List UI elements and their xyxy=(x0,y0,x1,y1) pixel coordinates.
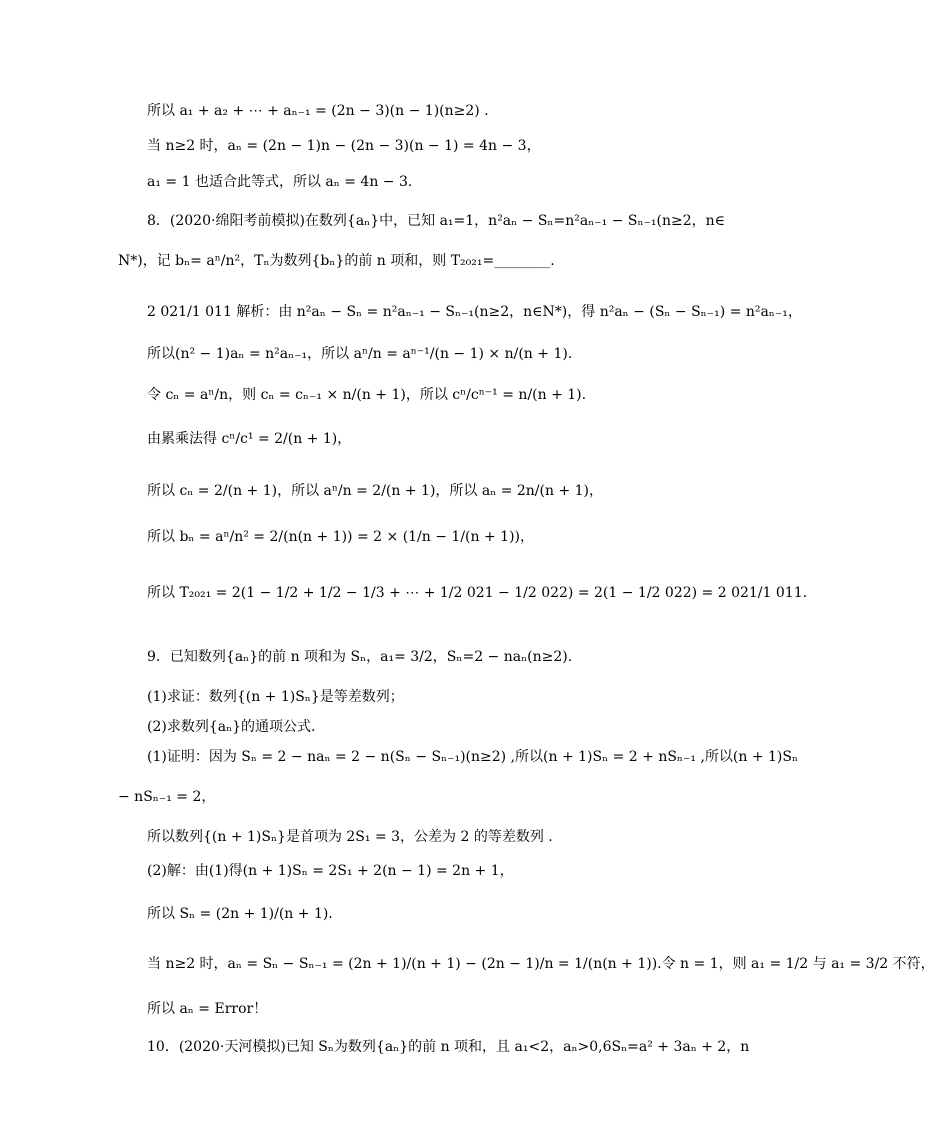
q8-solution-line-3: 令 cₙ = aⁿ/n，则 cₙ = cₙ₋₁ × n/(n + 1)，所以 cⁿ/cⁿ⁻¹ = n/(n + 1). xyxy=(147,387,587,403)
q9-proof-line-1: (1)证明：因为 Sₙ = 2 − naₙ = 2 − n(Sₙ − Sₙ₋₁)(n≥2) ,所以(n + 1)Sₙ = 2 + nSₙ₋₁ ,所以(n + 1)Sₙ xyxy=(147,749,799,765)
q8-solution-line-6: 所以 bₙ = aⁿ/n² = 2/(n(n + 1)) = 2 × (1/n − 1/(n + 1))， xyxy=(147,529,534,545)
q9-line-3: (2)求数列{aₙ}的通项公式. xyxy=(147,719,316,735)
q9-solution-line-1: (2)解：由(1)得(n + 1)Sₙ = 2S₁ + 2(n − 1) = 2n + 1， xyxy=(147,863,514,879)
q10-line-1: 10．(2020·天河模拟)已知 Sₙ为数列{aₙ}的前 n 项和，且 a₁<2，aₙ>0,6Sₙ=a² + 3aₙ + 2，n xyxy=(147,1039,750,1055)
q9-solution-line-2: 所以 Sₙ = (2n + 1)/(n + 1). xyxy=(147,906,333,922)
q8-line-1: 8．(2020·绵阳考前模拟)在数列{aₙ}中，已知 a₁=1，n²aₙ − Sₙ=n²aₙ₋₁ − Sₙ₋₁(n≥2，n∈ xyxy=(147,213,726,229)
q9-solution-line-4: 所以 aₙ = Error！ xyxy=(147,1001,268,1017)
line-1: 所以 a₁ + a₂ + ⋯ + aₙ₋₁ = (2n − 3)(n − 1)(n≥2) . xyxy=(147,103,489,119)
q8-solution-line-2: 所以(n² − 1)aₙ = n²aₙ₋₁，所以 aⁿ/n = aⁿ⁻¹/(n − 1) × n/(n + 1). xyxy=(147,346,573,362)
q8-solution-line-4: 由累乘法得 cⁿ/c¹ = 2/(n + 1)， xyxy=(147,431,352,447)
q9-proof-line-3: 所以数列{(n + 1)Sₙ}是首项为 2S₁ = 3，公差为 2 的等差数列 . xyxy=(147,829,553,845)
q8-line-2: N*)，记 bₙ= aⁿ/n²，Tₙ为数列{bₙ}的前 n 项和，则 T₂₀₂₁=________. xyxy=(118,253,555,269)
q8-solution-line-7: 所以 T₂₀₂₁ = 2(1 − 1/2 + 1/2 − 1/3 + ⋯ + 1/2 021 − 1/2 022) = 2(1 − 1/2 022) = 2 021/1 011. xyxy=(147,585,808,601)
q9-line-2: (1)求证：数列{(n + 1)Sₙ}是等差数列； xyxy=(147,689,404,705)
q9-line-1: 9．已知数列{aₙ}的前 n 项和为 Sₙ，a₁= 3/2，Sₙ=2 − naₙ(n≥2). xyxy=(147,649,573,665)
q9-proof-line-2: − nSₙ₋₁ = 2， xyxy=(118,789,216,805)
q9-solution-line-3: 当 n≥2 时，aₙ = Sₙ − Sₙ₋₁ = (2n + 1)/(n + 1) − (2n − 1)/n = 1/(n(n + 1)).令 n = 1，则 a₁ = 1/2 与 a₁ = 3/2 不符， xyxy=(147,956,935,972)
line-3: a₁ = 1 也适合此等式，所以 aₙ = 4n − 3. xyxy=(147,174,413,190)
line-2: 当 n≥2 时，aₙ = (2n − 1)n − (2n − 3)(n − 1) = 4n − 3， xyxy=(147,138,541,154)
q8-solution-line-1: 2 021/1 011 解析：由 n²aₙ − Sₙ = n²aₙ₋₁ − Sₙ₋₁(n≥2，n∈N*)，得 n²aₙ − (Sₙ − Sₙ₋₁) = n²aₙ₋₁， xyxy=(147,304,802,320)
q8-solution-line-5: 所以 cₙ = 2/(n + 1)，所以 aⁿ/n = 2/(n + 1)，所以 aₙ = 2n/(n + 1)， xyxy=(147,483,604,499)
